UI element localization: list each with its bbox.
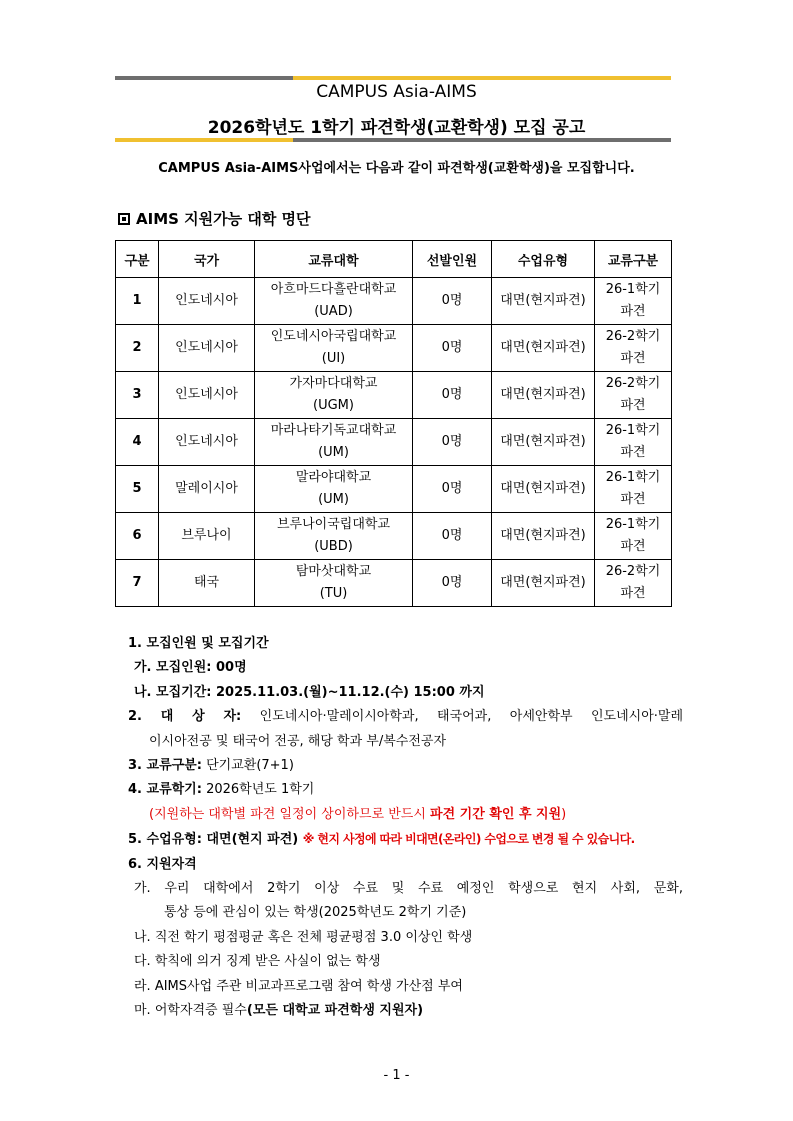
university-abbr: (UBD) [314, 539, 353, 554]
exchange-kind: 파견 [620, 445, 646, 460]
exchange-label: 3. 교류구분: [128, 758, 202, 774]
exchange-kind: 파견 [620, 586, 646, 601]
exchange-text: 단기교환(7+1) [201, 758, 294, 774]
cell-country: 인도네시아 [159, 325, 255, 372]
cell-exchange-type [595, 513, 672, 560]
university-abbr: (UI) [321, 351, 346, 366]
university-name: 말라야대학교 [295, 470, 372, 485]
cell-exchange-type [595, 278, 672, 325]
exchange-kind: 파견 [620, 492, 646, 507]
exchange-term: 26-1학기 [605, 282, 661, 297]
target-text-cont: 이시아전공 및 태국어 전공, 해당 학과 부/복수전공자 [149, 733, 447, 749]
exchange-term: 26-1학기 [605, 423, 661, 438]
header-rule-top [115, 76, 671, 80]
cell-class-type: 대면(현지파견) [492, 278, 595, 325]
semester-label: 4. 교류학기: [128, 782, 202, 798]
qualification-b: 나. 직전 학기 평점평균 혹은 전체 평균평점 3.0 이상인 학생 [134, 929, 473, 945]
table-row [116, 372, 672, 419]
table-row [116, 466, 672, 513]
university-name: 탐마삿대학교 [295, 564, 372, 579]
exchange-kind: 파견 [620, 539, 646, 554]
cell-class-type: 대면(현지파견) [492, 560, 595, 607]
cell-exchange-type [595, 325, 672, 372]
qualification-e-emphasis: (모든 대학교 파견학생 지원자) [246, 1003, 424, 1019]
page-number: - 1 - [383, 1068, 410, 1083]
cell-university [255, 278, 413, 325]
target-text: 인도네시아·말레이시아학과, 태국어과, 아세안학부 인도네시아·말레 [241, 709, 684, 725]
qualification-c: 다. 학칙에 의거 징계 받은 사실이 없는 학생 [134, 954, 381, 970]
semester-note [128, 803, 683, 827]
cell-no: 2 [116, 325, 159, 372]
intro-text: CAMPUS Asia-AIMS사업에서는 다음과 같이 파견학생(교환학생)을 모집합니다. [158, 161, 635, 176]
section-1-title: 1. 모집인원 및 모집기간 [128, 636, 269, 651]
exchange-term: 26-2학기 [605, 564, 661, 579]
exchange-term: 26-1학기 [605, 470, 661, 485]
col-header-class-type: 수업유형 [492, 241, 595, 278]
cell-country: 인도네시아 [159, 278, 255, 325]
qualification-a-cont: 통상 등에 관심이 있는 학생(2025학년도 2학기 기준) [164, 905, 467, 921]
cell-quota: 0명 [413, 325, 492, 372]
cell-country: 말레이시아 [159, 466, 255, 513]
class-type-note: ※ 현지 사정에 따라 비대면(온라인) 수업으로 변경 될 수 있습니다. [302, 832, 635, 847]
qualification-a: 가. 우리 대학에서 2학기 이상 수료 및 수료 예정인 학생으로 현지 사회, 문화, [134, 881, 683, 897]
table-row [116, 560, 672, 607]
cell-class-type: 대면(현지파견) [492, 372, 595, 419]
qualification-e [128, 999, 683, 1023]
university-name: 가자마다대학교 [289, 376, 378, 391]
university-name: 인도네시아국립대학교 [270, 329, 397, 344]
cell-country: 태국 [159, 560, 255, 607]
cell-exchange-type [595, 560, 672, 607]
table-row [116, 419, 672, 466]
cell-university [255, 466, 413, 513]
page-title-line1: CAMPUS Asia-AIMS [316, 82, 477, 102]
col-header-exchange-type: 교류구분 [595, 241, 672, 278]
cell-exchange-type [595, 466, 672, 513]
cell-quota: 0명 [413, 278, 492, 325]
semester-note-emphasis: 파견 기간 확인 후 지원 [430, 806, 562, 822]
square-bullet-icon [118, 213, 130, 225]
university-table [115, 240, 672, 607]
cell-university [255, 560, 413, 607]
cell-quota: 0명 [413, 513, 492, 560]
cell-quota: 0명 [413, 419, 492, 466]
cell-no: 3 [116, 372, 159, 419]
section-6-title: 6. 지원자격 [128, 856, 197, 872]
exchange-kind: 파견 [620, 351, 646, 366]
cell-no: 4 [116, 419, 159, 466]
cell-quota: 0명 [413, 372, 492, 419]
table-row [116, 278, 672, 325]
qualification-e-text: 마. 어학자격증 필수 [134, 1003, 247, 1019]
cell-quota: 0명 [413, 466, 492, 513]
cell-exchange-type [595, 372, 672, 419]
university-abbr: (UM) [318, 492, 349, 507]
cell-class-type: 대면(현지파견) [492, 325, 595, 372]
exchange-term: 26-2학기 [605, 376, 661, 391]
exchange-term: 26-1학기 [605, 517, 661, 532]
semester-text: 2026학년도 1학기 [201, 782, 315, 798]
cell-university [255, 513, 413, 560]
cell-exchange-type [595, 419, 672, 466]
university-name: 브루나이국립대학교 [276, 517, 391, 532]
cell-country: 인도네시아 [159, 419, 255, 466]
university-name: 마라나타기독교대학교 [270, 423, 397, 438]
cell-university [255, 419, 413, 466]
cell-no: 6 [116, 513, 159, 560]
exchange-term: 26-2학기 [605, 329, 661, 344]
col-header-country: 국가 [159, 241, 255, 278]
cell-country: 브루나이 [159, 513, 255, 560]
col-header-university: 교류대학 [255, 241, 413, 278]
target-label: 2. 대 상 자: [128, 709, 242, 725]
cell-class-type: 대면(현지파견) [492, 419, 595, 466]
table-header-row [116, 241, 672, 278]
qualification-d: 라. AIMS사업 주관 비교과프로그램 참여 학생 가산점 부여 [134, 978, 463, 994]
cell-class-type: 대면(현지파견) [492, 466, 595, 513]
page-title-line2: 2026학년도 1학기 파견학생(교환학생) 모집 공고 [207, 118, 586, 138]
class-type-label: 5. 수업유형: 대면(현지 파견) [128, 832, 303, 848]
recruit-count: 가. 모집인원: 00명 [134, 660, 247, 676]
exchange-kind: 파견 [620, 304, 646, 319]
section-3-exchange [128, 754, 683, 778]
cell-university [255, 325, 413, 372]
cell-country: 인도네시아 [159, 372, 255, 419]
cell-quota: 0명 [413, 560, 492, 607]
table-row [116, 325, 672, 372]
university-name: 아흐마드다흘란대학교 [270, 282, 397, 297]
university-abbr: (TU) [319, 586, 348, 601]
recruit-period: 나. 모집기간: 2025.11.03.(월)~11.12.(수) 15:00 까지 [134, 684, 485, 700]
exchange-kind: 파견 [620, 398, 646, 413]
table-row [116, 513, 672, 560]
section-title: AIMS 지원가능 대학 명단 [136, 210, 311, 228]
university-abbr: (UM) [318, 445, 349, 460]
university-abbr: (UAD) [314, 304, 353, 319]
cell-no: 7 [116, 560, 159, 607]
cell-university [255, 372, 413, 419]
col-header-quota: 선발인원 [413, 241, 492, 278]
section-heading [118, 208, 311, 229]
semester-note-c: ) [561, 806, 567, 822]
notice-body [128, 632, 683, 1024]
section-4-semester [128, 778, 683, 802]
semester-note-a: (지원하는 대학별 파견 일정이 상이하므로 반드시 [149, 806, 431, 822]
cell-class-type: 대면(현지파견) [492, 513, 595, 560]
header-rule-bottom [115, 138, 671, 142]
cell-no: 1 [116, 278, 159, 325]
university-abbr: (UGM) [313, 398, 354, 413]
col-header-no: 구분 [116, 241, 159, 278]
cell-no: 5 [116, 466, 159, 513]
section-5-class-type [128, 827, 683, 852]
section-2-target [128, 705, 683, 729]
